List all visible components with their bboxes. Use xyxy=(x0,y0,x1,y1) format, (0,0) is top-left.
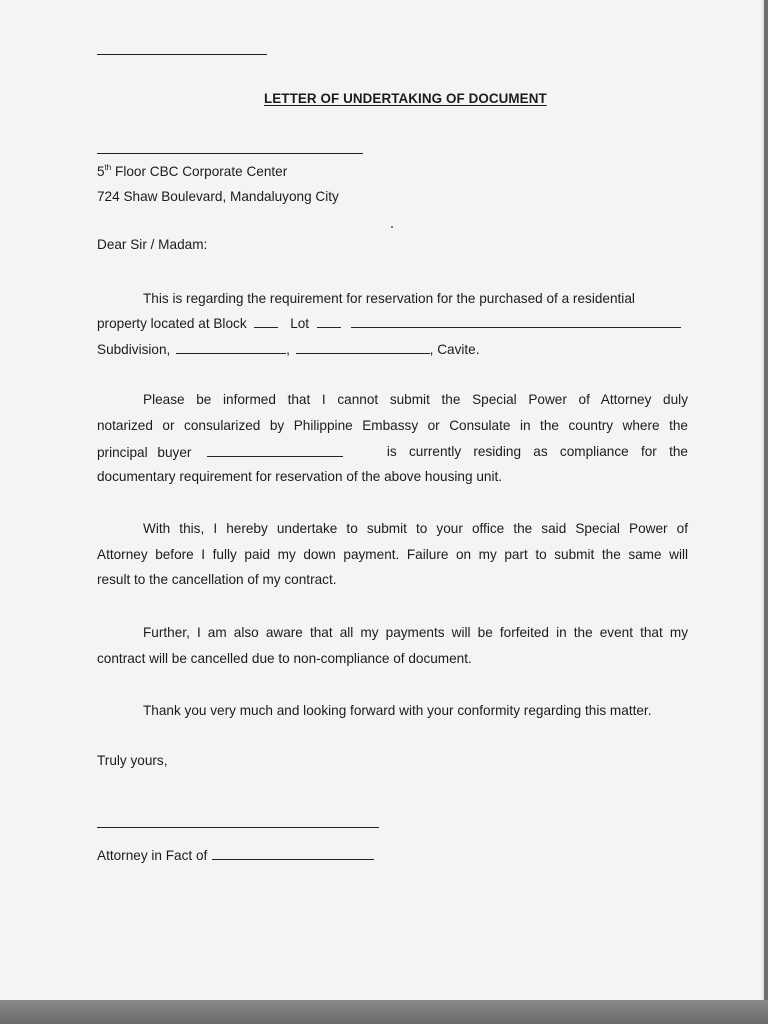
scanner-bottom-edge xyxy=(0,1000,768,1024)
para2-line1: Please be informed that I cannot submit the Special Power of Attorney duly xyxy=(143,392,688,407)
para1-subdivision-label: Subdivision, xyxy=(97,342,171,357)
para3-line2: Attorney before I fully paid my down payment. Failure on my part to submit the same will xyxy=(97,547,688,562)
signature-line[interactable] xyxy=(97,827,379,828)
principal-buyer-name-blank[interactable] xyxy=(207,444,343,457)
para1-cavite: , Cavite. xyxy=(429,342,480,357)
para5: Thank you very much and looking forward with your conformity regarding this matter. xyxy=(143,703,652,718)
document-title: LETTER OF UNDERTAKING OF DOCUMENT xyxy=(264,91,547,106)
para1-block-label: property located at Block xyxy=(97,316,247,331)
floor-suffix: th xyxy=(104,163,112,172)
para2-principal-buyer-label: principal buyer xyxy=(97,445,192,460)
para1-line1: This is regarding the requirement for reservation for the purchased of a residential xyxy=(143,291,635,306)
para3-line3: result to the cancellation of my contract. xyxy=(97,572,337,587)
address-line-1 xyxy=(97,164,287,180)
para1-line3 xyxy=(97,341,480,358)
address-line-2: 724 Shaw Boulevard, Mandaluyong City xyxy=(97,189,339,204)
para2-line3 xyxy=(97,444,688,461)
para2-line4: documentary requirement for reservation of the above housing unit. xyxy=(97,469,503,484)
para1-comma: , xyxy=(286,342,290,357)
barangay-blank[interactable] xyxy=(176,341,286,354)
para1-line2 xyxy=(97,315,681,332)
scan-speck xyxy=(391,226,393,228)
para4-line2: contract will be cancelled due to non-compliance of document. xyxy=(97,651,472,666)
signature-caption-line xyxy=(97,847,374,864)
lot-number-blank[interactable] xyxy=(317,315,341,328)
signature-caption: Attorney in Fact of xyxy=(97,848,208,863)
address-line-1-rest: Floor CBC Corporate Center xyxy=(111,164,288,179)
city-blank[interactable] xyxy=(296,341,430,354)
para3-line1: With this, I hereby undertake to submit to your office the said Special Power of xyxy=(143,521,688,536)
floor-number: 5 xyxy=(97,164,105,179)
salutation: Dear Sir / Madam: xyxy=(97,237,208,252)
subdivision-name-blank[interactable] xyxy=(351,315,681,328)
para2-line3-rest: is currently residing as compliance for the xyxy=(386,444,688,459)
date-blank-line[interactable] xyxy=(97,54,267,55)
para1-lot-label: Lot xyxy=(290,316,310,331)
principal-name-blank[interactable] xyxy=(212,847,374,860)
recipient-name-blank-line[interactable] xyxy=(97,153,363,154)
para4-line1: Further, I am also aware that all my payments will be forfeited in the event that my xyxy=(143,625,688,640)
block-number-blank[interactable] xyxy=(254,315,278,328)
para2-line2: notarized or consularized by Philippine Embassy or Consulate in the country where the xyxy=(97,418,688,433)
closing: Truly yours, xyxy=(97,753,168,768)
